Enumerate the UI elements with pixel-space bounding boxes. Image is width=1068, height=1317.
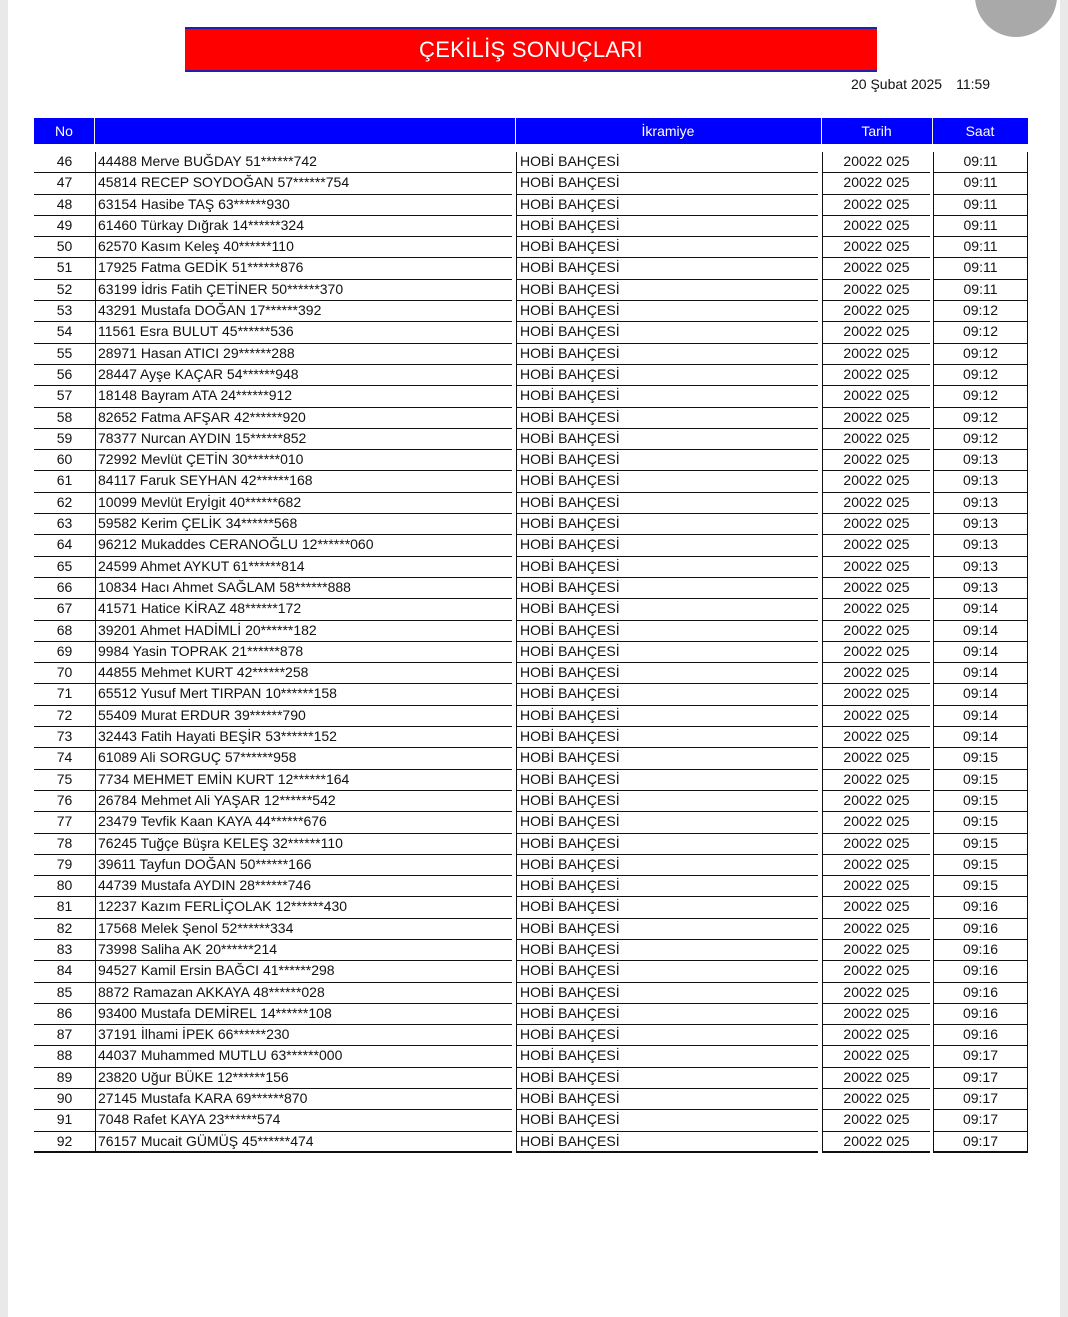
row-prize: HOBİ BAHÇESİ [516,876,818,897]
row-no: 59 [34,429,95,450]
row-time: 09:11 [933,258,1028,279]
row-name: 61089 Ali SORGUÇ 57******958 [95,748,512,769]
row-prize: HOBİ BAHÇESİ [516,344,818,365]
row-time: 09:13 [933,493,1028,514]
row-name: 28971 Hasan ATICI 29******288 [95,344,512,365]
row-time: 09:14 [933,706,1028,727]
row-name: 41571 Hatice KİRAZ 48******172 [95,599,512,620]
row-name: 55409 Murat ERDUR 39******790 [95,706,512,727]
row-date: 20022 025 [822,706,930,727]
row-time: 09:13 [933,471,1028,492]
row-no: 54 [34,322,95,343]
row-date: 20022 025 [822,727,930,748]
row-name: 96212 Mukaddes CERANOĞLU 12******060 [95,535,512,556]
row-name: 72992 Mevlüt ÇETİN 30******010 [95,450,512,471]
row-time: 09:15 [933,834,1028,855]
row-no: 79 [34,855,95,876]
page-title: ÇEKİLİŞ SONUÇLARI [419,36,643,62]
row-prize: HOBİ BAHÇESİ [516,684,818,705]
row-date: 20022 025 [822,684,930,705]
row-no: 65 [34,557,95,578]
row-time: 09:12 [933,386,1028,407]
row-prize: HOBİ BAHÇESİ [516,514,818,535]
row-time: 09:14 [933,727,1028,748]
row-no: 57 [34,386,95,407]
row-date: 20022 025 [822,216,930,237]
row-no: 63 [34,514,95,535]
row-date: 20022 025 [822,599,930,620]
row-name: 18148 Bayram ATA 24******912 [95,386,512,407]
row-date: 20022 025 [822,280,930,301]
row-date: 20022 025 [822,1004,930,1025]
row-date: 20022 025 [822,834,930,855]
row-no: 49 [34,216,95,237]
row-prize: HOBİ BAHÇESİ [516,1068,818,1089]
row-time: 09:17 [933,1110,1028,1131]
row-date: 20022 025 [822,535,930,556]
print-time: 11:59 [956,76,991,92]
row-time: 09:16 [933,983,1028,1004]
row-date: 20022 025 [822,897,930,918]
row-time: 09:13 [933,578,1028,599]
row-name: 7734 MEHMET EMİN KURT 12******164 [95,770,512,791]
row-name: 28447 Ayşe KAÇAR 54******948 [95,365,512,386]
row-time: 09:17 [933,1089,1028,1110]
row-no: 91 [34,1110,95,1131]
row-prize: HOBİ BAHÇESİ [516,706,818,727]
row-time: 09:14 [933,642,1028,663]
row-prize: HOBİ BAHÇESİ [516,535,818,556]
row-name: 45814 RECEP SOYDOĞAN 57******754 [95,173,512,194]
row-time: 09:15 [933,748,1028,769]
print-datetime [851,76,990,92]
row-prize: HOBİ BAHÇESİ [516,642,818,663]
row-date: 20022 025 [822,1068,930,1089]
row-time: 09:14 [933,599,1028,620]
row-time: 09:14 [933,684,1028,705]
row-time: 09:12 [933,301,1028,322]
row-name: 32443 Fatih Hayati BEŞİR 53******152 [95,727,512,748]
row-prize: HOBİ BAHÇESİ [516,940,818,961]
row-prize: HOBİ BAHÇESİ [516,152,818,173]
row-date: 20022 025 [822,642,930,663]
row-time: 09:13 [933,557,1028,578]
title-banner [185,27,877,72]
row-no: 77 [34,812,95,833]
row-name: 8872 Ramazan AKKAYA 48******028 [95,983,512,1004]
row-no: 46 [34,152,95,173]
row-name: 7048 Rafet KAYA 23******574 [95,1110,512,1131]
row-prize: HOBİ BAHÇESİ [516,812,818,833]
row-no: 83 [34,940,95,961]
row-time: 09:16 [933,1004,1028,1025]
row-no: 64 [34,535,95,556]
row-time: 09:15 [933,812,1028,833]
row-time: 09:12 [933,429,1028,450]
row-time: 09:16 [933,897,1028,918]
row-date: 20022 025 [822,855,930,876]
row-name: 12237 Kazım FERLİÇOLAK 12******430 [95,897,512,918]
row-time: 09:16 [933,940,1028,961]
row-time: 09:12 [933,344,1028,365]
row-no: 69 [34,642,95,663]
row-prize: HOBİ BAHÇESİ [516,493,818,514]
row-prize: HOBİ BAHÇESİ [516,961,818,982]
row-no: 66 [34,578,95,599]
row-name: 43291 Mustafa DOĞAN 17******392 [95,301,512,322]
row-prize: HOBİ BAHÇESİ [516,727,818,748]
row-time: 09:15 [933,791,1028,812]
row-date: 20022 025 [822,365,930,386]
row-name: 44037 Muhammed MUTLU 63******000 [95,1046,512,1067]
row-time: 09:11 [933,173,1028,194]
row-prize: HOBİ BAHÇESİ [516,280,818,301]
row-time: 09:12 [933,408,1028,429]
row-name: 59582 Kerim ÇELİK 34******568 [95,514,512,535]
row-name: 26784 Mehmet Ali YAŞAR 12******542 [95,791,512,812]
header-prize: İkramiye [641,123,695,139]
row-no: 82 [34,919,95,940]
header-name [94,118,515,144]
row-date: 20022 025 [822,1046,930,1067]
row-prize: HOBİ BAHÇESİ [516,408,818,429]
row-time: 09:13 [933,514,1028,535]
header-divider [94,118,95,144]
row-no: 76 [34,791,95,812]
row-prize: HOBİ BAHÇESİ [516,621,818,642]
row-name: 78377 Nurcan AYDIN 15******852 [95,429,512,450]
row-date: 20022 025 [822,940,930,961]
row-date: 20022 025 [822,258,930,279]
header-divider [821,118,822,144]
row-time: 09:14 [933,663,1028,684]
row-prize: HOBİ BAHÇESİ [516,599,818,620]
row-no: 80 [34,876,95,897]
row-name: 39611 Tayfun DOĞAN 50******166 [95,855,512,876]
row-name: 17568 Melek Şenol 52******334 [95,919,512,940]
row-name: 9984 Yasin TOPRAK 21******878 [95,642,512,663]
row-name: 27145 Mustafa KARA 69******870 [95,1089,512,1110]
row-name: 44855 Mehmet KURT 42******258 [95,663,512,684]
row-no: 88 [34,1046,95,1067]
row-date: 20022 025 [822,557,930,578]
row-time: 09:11 [933,195,1028,216]
row-no: 48 [34,195,95,216]
row-no: 68 [34,621,95,642]
row-prize: HOBİ BAHÇESİ [516,365,818,386]
row-name: 63199 İdris Fatih ÇETİNER 50******370 [95,280,512,301]
row-no: 74 [34,748,95,769]
row-date: 20022 025 [822,812,930,833]
row-name: 44488 Merve BUĞDAY 51******742 [95,152,512,173]
row-no: 84 [34,961,95,982]
row-date: 20022 025 [822,322,930,343]
row-prize: HOBİ BAHÇESİ [516,663,818,684]
row-date: 20022 025 [822,237,930,258]
row-date: 20022 025 [822,152,930,173]
row-time: 09:11 [933,216,1028,237]
row-prize: HOBİ BAHÇESİ [516,450,818,471]
row-no: 52 [34,280,95,301]
row-prize: HOBİ BAHÇESİ [516,1046,818,1067]
row-no: 73 [34,727,95,748]
row-prize: HOBİ BAHÇESİ [516,237,818,258]
row-no: 50 [34,237,95,258]
row-no: 78 [34,834,95,855]
row-no: 71 [34,684,95,705]
row-time: 09:11 [933,152,1028,173]
row-time: 09:17 [933,1132,1028,1153]
row-date: 20022 025 [822,344,930,365]
row-prize: HOBİ BAHÇESİ [516,258,818,279]
row-prize: HOBİ BAHÇESİ [516,1089,818,1110]
row-name: 24599 Ahmet AYKUT 61******814 [95,557,512,578]
row-date: 20022 025 [822,450,930,471]
header-divider [932,118,933,144]
row-date: 20022 025 [822,514,930,535]
row-prize: HOBİ BAHÇESİ [516,216,818,237]
row-prize: HOBİ BAHÇESİ [516,897,818,918]
row-date: 20022 025 [822,1132,930,1153]
row-no: 70 [34,663,95,684]
row-date: 20022 025 [822,919,930,940]
row-no: 67 [34,599,95,620]
print-date: 20 Şubat 2025 [851,76,943,92]
row-prize: HOBİ BAHÇESİ [516,834,818,855]
row-name: 10099 Mevlüt Eryİgit 40******682 [95,493,512,514]
row-time: 09:17 [933,1068,1028,1089]
row-no: 87 [34,1025,95,1046]
row-prize: HOBİ BAHÇESİ [516,173,818,194]
row-date: 20022 025 [822,301,930,322]
row-name: 23479 Tevfik Kaan KAYA 44******676 [95,812,512,833]
row-date: 20022 025 [822,386,930,407]
row-prize: HOBİ BAHÇESİ [516,195,818,216]
row-prize: HOBİ BAHÇESİ [516,557,818,578]
row-prize: HOBİ BAHÇESİ [516,855,818,876]
row-no: 90 [34,1089,95,1110]
row-prize: HOBİ BAHÇESİ [516,386,818,407]
row-no: 72 [34,706,95,727]
row-prize: HOBİ BAHÇESİ [516,791,818,812]
row-no: 89 [34,1068,95,1089]
row-name: 23820 Uğur BÜKE 12******156 [95,1068,512,1089]
row-no: 61 [34,471,95,492]
row-name: 76245 Tuğçe Büşra KELEŞ 32******110 [95,834,512,855]
row-no: 53 [34,301,95,322]
row-no: 47 [34,173,95,194]
row-time: 09:14 [933,621,1028,642]
row-date: 20022 025 [822,983,930,1004]
row-no: 51 [34,258,95,279]
row-no: 75 [34,770,95,791]
row-date: 20022 025 [822,748,930,769]
table-header [34,118,1028,144]
row-name: 73998 Saliha AK 20******214 [95,940,512,961]
row-date: 20022 025 [822,791,930,812]
row-prize: HOBİ BAHÇESİ [516,471,818,492]
row-prize: HOBİ BAHÇESİ [516,429,818,450]
row-time: 09:13 [933,450,1028,471]
row-time: 09:16 [933,961,1028,982]
row-no: 60 [34,450,95,471]
row-time: 09:17 [933,1046,1028,1067]
row-no: 58 [34,408,95,429]
row-name: 62570 Kasım Keleş 40******110 [95,237,512,258]
header-divider [515,118,516,144]
row-no: 55 [34,344,95,365]
row-date: 20022 025 [822,1089,930,1110]
row-name: 37191 İlhami İPEK 66******230 [95,1025,512,1046]
row-date: 20022 025 [822,195,930,216]
row-time: 09:16 [933,1025,1028,1046]
row-prize: HOBİ BAHÇESİ [516,748,818,769]
row-name: 93400 Mustafa DEMİREL 14******108 [95,1004,512,1025]
row-prize: HOBİ BAHÇESİ [516,983,818,1004]
row-prize: HOBİ BAHÇESİ [516,301,818,322]
row-date: 20022 025 [822,471,930,492]
row-date: 20022 025 [822,663,930,684]
row-prize: HOBİ BAHÇESİ [516,322,818,343]
row-name: 65512 Yusuf Mert TIRPAN 10******158 [95,684,512,705]
row-date: 20022 025 [822,1110,930,1131]
row-name: 11561 Esra BULUT 45******536 [95,322,512,343]
row-prize: HOBİ BAHÇESİ [516,1004,818,1025]
row-date: 20022 025 [822,876,930,897]
row-name: 61460 Türkay Dığrak 14******324 [95,216,512,237]
header-date: Tarih [861,123,892,139]
header-time: Saat [965,123,995,139]
row-name: 10834 Hacı Ahmet SAĞLAM 58******888 [95,578,512,599]
header-no: No [55,123,73,139]
row-no: 86 [34,1004,95,1025]
row-time: 09:12 [933,365,1028,386]
row-prize: HOBİ BAHÇESİ [516,1025,818,1046]
row-no: 81 [34,897,95,918]
row-prize: HOBİ BAHÇESİ [516,919,818,940]
row-name: 76157 Mucait GÜMÜŞ 45******474 [95,1132,512,1153]
row-date: 20022 025 [822,770,930,791]
row-name: 63154 Hasibe TAŞ 63******930 [95,195,512,216]
row-date: 20022 025 [822,1025,930,1046]
row-time: 09:11 [933,237,1028,258]
row-time: 09:12 [933,322,1028,343]
row-time: 09:15 [933,770,1028,791]
row-prize: HOBİ BAHÇESİ [516,1110,818,1131]
row-time: 09:13 [933,535,1028,556]
row-date: 20022 025 [822,173,930,194]
row-name: 39201 Ahmet HADİMLİ 20******182 [95,621,512,642]
row-date: 20022 025 [822,493,930,514]
row-date: 20022 025 [822,429,930,450]
row-time: 09:11 [933,280,1028,301]
row-date: 20022 025 [822,961,930,982]
row-no: 56 [34,365,95,386]
row-name: 17925 Fatma GEDİK 51******876 [95,258,512,279]
row-name: 84117 Faruk SEYHAN 42******168 [95,471,512,492]
row-prize: HOBİ BAHÇESİ [516,578,818,599]
row-name: 82652 Fatma AFŞAR 42******920 [95,408,512,429]
row-date: 20022 025 [822,621,930,642]
row-time: 09:16 [933,919,1028,940]
row-time: 09:15 [933,855,1028,876]
row-name: 44739 Mustafa AYDIN 28******746 [95,876,512,897]
row-no: 85 [34,983,95,1004]
row-prize: HOBİ BAHÇESİ [516,1132,818,1153]
row-no: 62 [34,493,95,514]
row-name: 94527 Kamil Ersin BAĞCI 41******298 [95,961,512,982]
row-prize: HOBİ BAHÇESİ [516,770,818,791]
row-date: 20022 025 [822,578,930,599]
row-date: 20022 025 [822,408,930,429]
row-time: 09:15 [933,876,1028,897]
row-no: 92 [34,1132,95,1153]
